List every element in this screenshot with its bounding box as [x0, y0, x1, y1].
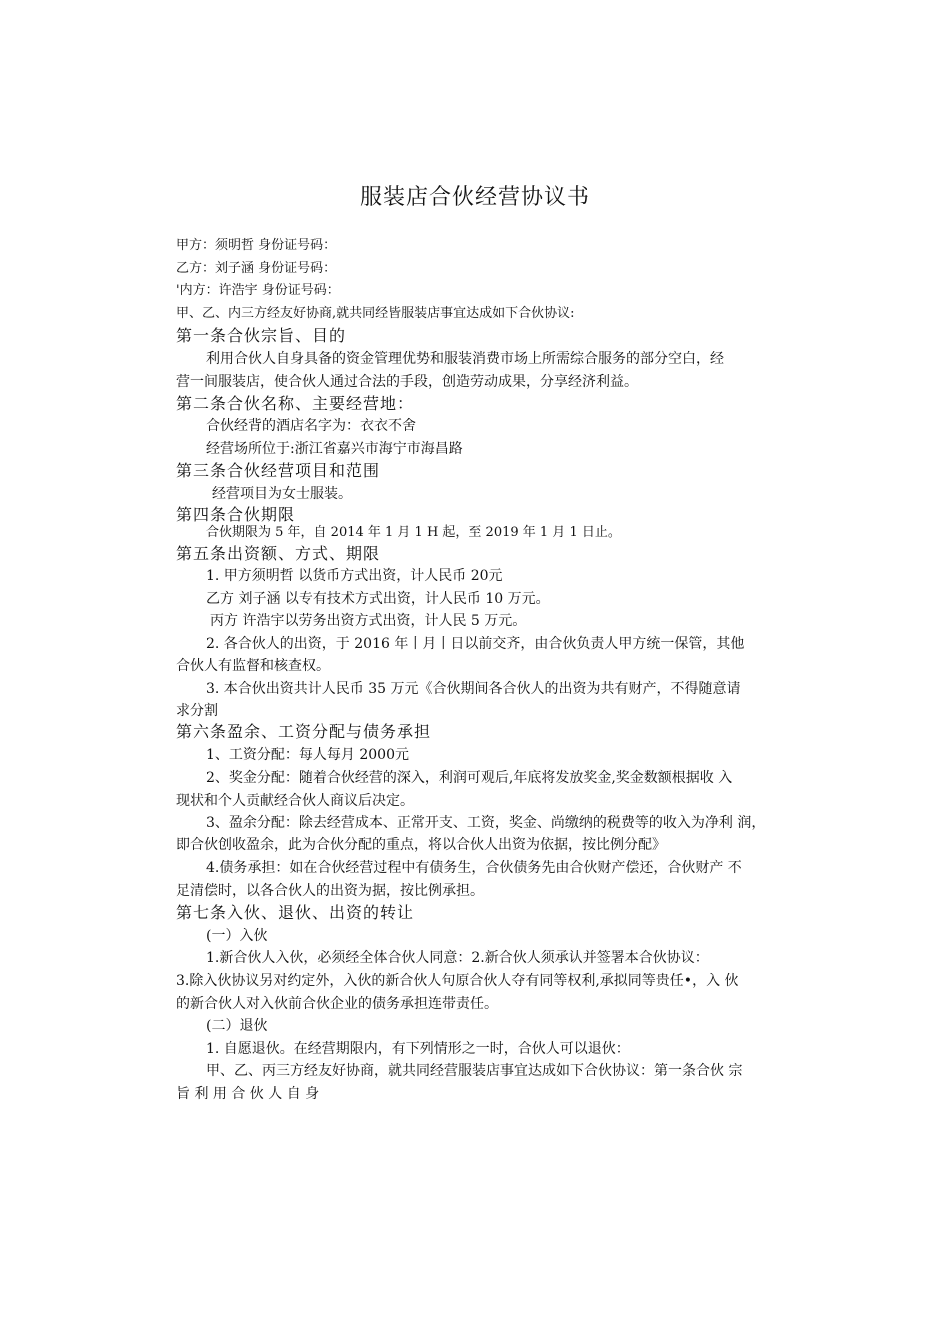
article-7-text: 1.新合伙人入伙，必须经全体合伙人同意：2.新合伙人须承认并签署本合伙协议：	[206, 950, 709, 966]
article-5-text: 3. 本合伙出资共计人民币 35 万元《合伙期间各合伙人的出资为共有财产，不得随意请	[206, 681, 741, 697]
party-b-line: 乙方：刘子涵 身份证号码：	[176, 261, 337, 276]
article-2-heading: 第二条合伙名称、主要经营地：	[176, 394, 415, 413]
article-5-text: 乙方 刘子涵 以专有技术方式出资，计人民币 10 万元。	[206, 591, 550, 607]
article-2-text: 经营场所位于:浙江省嘉兴市海宁市海昌路	[206, 441, 463, 457]
document-title: 服装店合伙经营协议书	[359, 185, 590, 210]
article-6-text: 即合伙创收盈余，此为合伙分配的重点，将以合伙人出资为依据，按比例分配》	[176, 837, 666, 853]
article-5-text: 2. 各合伙人的出资，于 2016 年丨月丨日以前交齐，由合伙负责人甲方统一保管，其他	[206, 636, 745, 652]
article-7-subheading: (一）入伙	[206, 928, 268, 944]
article-7-text: 1. 自愿退伙。在经营期限内，有下列情形之一时，合伙人可以退伙：	[206, 1041, 630, 1057]
article-1-heading: 第一条合伙宗旨、目的	[176, 326, 347, 345]
article-6-text: 1、工资分配：每人每月 2000元	[206, 747, 409, 763]
article-4-heading: 第四条合伙期限	[176, 505, 296, 524]
article-6-text: 4.债务承担：如在合伙经营过程中有债务生，合伙债务先由合伙财产偿还，合伙财产 不	[206, 860, 742, 876]
article-6-text: 2、奖金分配：随着合伙经营的深入，利润可观后,年底将发放奖金,奖金数额根据收 入	[206, 770, 733, 786]
article-7-text: 旨 利 用 合 伙 人 自 身	[176, 1086, 320, 1102]
article-6-heading: 第六条盈余、工资分配与债务承担	[176, 722, 432, 741]
article-1-text: 利用合伙人自身具备的资金管理优势和服装消费市场上所需综合服务的部分空白，经	[206, 351, 724, 367]
article-2-text: 合伙经背的酒店名字为：衣衣不舍	[206, 418, 416, 434]
article-7-text: 甲、乙、丙三方经友好协商，就共同经营服装店事宜达成如下合伙协议：第一条合伙 宗	[206, 1063, 743, 1079]
article-6-text: 3、盈余分配：除去经营成本、正常开支、工资，奖金、尚缴纳的税费等的收入为净利 润，	[206, 815, 766, 831]
article-7-subheading: (二）退伙	[206, 1018, 268, 1034]
article-5-text: 合伙人有监督和核查权。	[176, 658, 330, 674]
article-1-text: 营一间服装店，使合伙人通过合法的手段，创造劳动成果，分享经济利益。	[176, 374, 638, 390]
article-7-text: 3.除入伙协议另对约定外，入伙的新合伙人句原合伙人夺有同等权利,承拟同等贵任•，入 伙	[176, 973, 739, 989]
article-6-text: 现状和个人贡献经合伙人商议后决定。	[176, 793, 414, 809]
article-5-heading: 第五条出资额、方式、期限	[176, 544, 381, 563]
party-a-line: 甲方：须明哲 身份证号码：	[176, 238, 337, 253]
article-5-text: 求分割	[176, 703, 218, 719]
article-5-text: 1. 甲方须明哲 以货币方式出资，计人民币 20元	[206, 568, 503, 584]
intro-line: 甲、乙、内三方经友好协商,就共同经皆服装店事宜达成如下合伙协议:	[176, 306, 575, 321]
article-7-text: 的新合伙人对入伙前合伙企业的债务承担连带责任。	[176, 996, 498, 1012]
article-7-heading: 第七条入伙、退伙、出资的转让	[176, 903, 415, 922]
party-c-line: '内方：许浩宇 身份证号码：	[176, 283, 340, 298]
article-3-text: 经营项目为女士服装。	[212, 486, 352, 502]
article-5-text: 丙方 许浩宇以劳务出资方式出资，计人民 5 万元。	[210, 613, 527, 629]
article-4-text: 合伙期限为 5 年，自 2014 年 1 月 1 H 起，至 2019 年 1 月 1 日止。	[206, 525, 621, 540]
article-6-text: 足清偿时，以各合伙人的出资为据，按比例承担。	[176, 883, 484, 899]
article-3-heading: 第三条合伙经营项目和范围	[176, 461, 381, 480]
